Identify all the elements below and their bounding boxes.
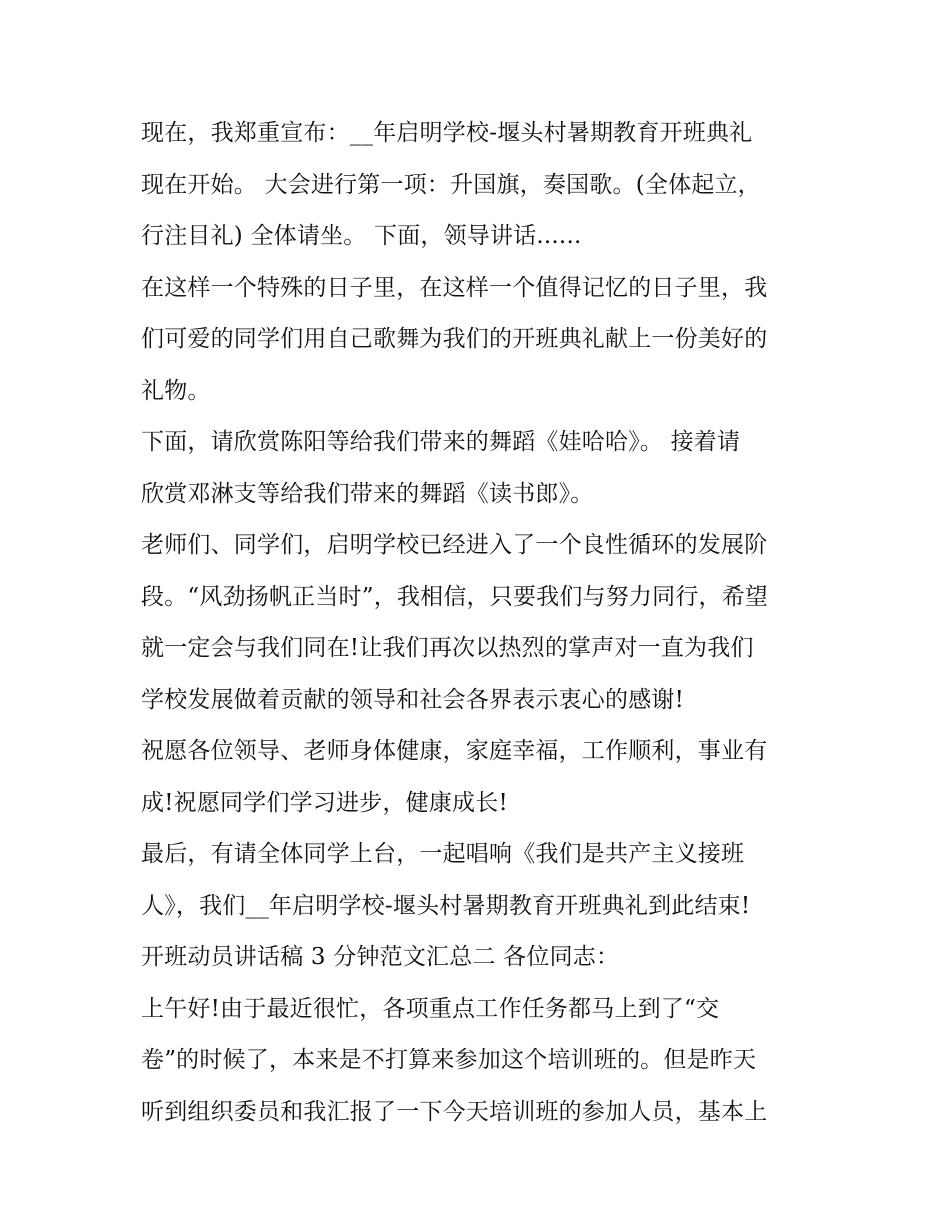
text-line: 段。“风劲扬帆正当时”，我相信，只要我们与努力同行，希望 (141, 583, 769, 610)
text-line: 在这样一个特殊的日子里，在这样一个值得记忆的日子里，我 (141, 274, 768, 301)
text-line: 就一定会与我们同在!让我们再次以热烈的掌声对一直为我们 (141, 635, 754, 661)
document-body (141, 108, 821, 1138)
text-line: 开班动员讲话稿 3 分钟范文汇总二 各位同志： (141, 944, 620, 970)
text-line: 老师们、同学们，启明学校已经进入了一个良性循环的发展阶 (141, 532, 768, 558)
text-line: 礼物。 (141, 377, 211, 404)
text-line: 现在，我郑重宣布：__年启明学校-堰头村暑期教育开班典礼 (141, 120, 753, 146)
text-line: 祝愿各位领导、老师身体健康，家庭幸福，工作顺利，事业有 (141, 738, 768, 764)
text-line: 听到组织委员和我汇报了一下今天培训班的参加人员，基本上 (141, 1098, 768, 1125)
text-line: 下面，请欣赏陈阳等给我们带来的舞蹈《娃哈哈》。 接着请 (141, 429, 741, 455)
text-line: 卷”的时候了，本来是不打算来参加这个培训班的。但是昨天 (141, 1047, 757, 1073)
text-line: 最后，有请全体同学上台，一起唱响《我们是共产主义接班 (141, 841, 745, 867)
text-line: 欣赏邓淋支等给我们带来的舞蹈《读书郎》。 (141, 480, 594, 507)
text-line: 现在开始。 大会进行第一项：升国旗，奏国歌。(全体起立， (141, 171, 761, 198)
text-line: 行注目礼) 全体请坐。 下面，领导讲话...... (141, 223, 582, 249)
text-line: 们可爱的同学们用自己歌舞为我们的开班典礼献上一份美好的 (141, 326, 768, 352)
text-line: 成!祝愿同学们学习进步，健康成长! (141, 789, 508, 816)
text-line: 上午好!由于最近很忙，各项重点工作任务都马上到了“交 (141, 995, 720, 1022)
text-line: 人》，我们__年启明学校-堰头村暑期教育开班典礼到此结束! (141, 892, 751, 919)
text-line: 学校发展做着贡献的领导和社会各界表示衷心的感谢! (141, 686, 685, 713)
